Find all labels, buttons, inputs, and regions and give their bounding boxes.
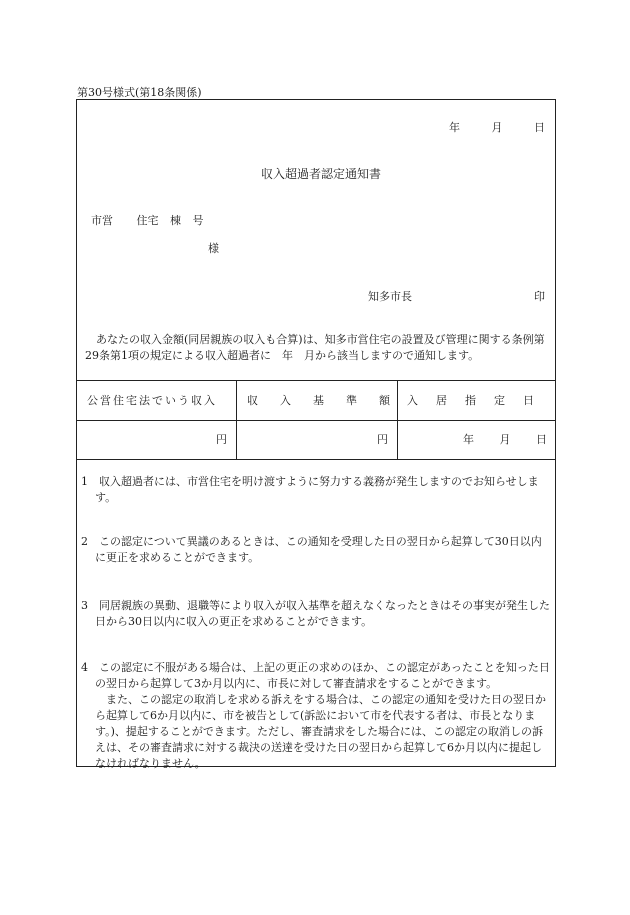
note-3-text: 同居親族の異動、退職等により収入が収入基準を超えなくなったときはその事実が発生した日から30日以内に収入の更正を求めることができます。 [95, 599, 550, 628]
notice-body-text: あなたの収入金額(同居親族の収入も合算)は、知多市営住宅の設置及び管理に関する条例第29条第1項の規定による収入超過者に 年 月から該当しますので通知します。 [85, 333, 545, 362]
header-move-in-date [407, 392, 552, 408]
header-income [87, 392, 229, 408]
date-month: 月 [491, 121, 503, 134]
notice-form [76, 99, 556, 770]
date-day: 日 [534, 121, 545, 134]
table-top-border [77, 380, 555, 381]
cell-standard-yen: 円 [377, 433, 388, 446]
cell-income-yen: 円 [216, 433, 227, 446]
note-4-text-2: また、この認定の取消しを求める訴えをする場合は、この認定の通知を受けた日の翌日から起算して6か月以内に、市を被告として(訴訟において市を代表する者は、市長となります。)、提起することができます。ただし、審査請求をした場合には、この認定の取消しの訴えは、その審査請求に対する裁決の送達を受けた日の翌日から起算して6か月以内に提起しなければなりません。 [95, 693, 546, 770]
date-year: 年 [449, 121, 460, 134]
note-4 [81, 660, 551, 772]
address-line [91, 212, 204, 228]
note-1-number: 1 [81, 475, 88, 488]
table-col-divider-1 [236, 380, 237, 459]
table-col-divider-2 [397, 380, 398, 459]
note-2-number: 2 [81, 535, 88, 548]
header-income-label: 公営住宅法でいう収入 [87, 394, 217, 407]
form-number-label: 第30号様式(第18条関係) [77, 86, 202, 99]
recipient-honorific: 様 [208, 242, 219, 255]
address-city-housing: 市営 [91, 214, 113, 227]
note-2 [81, 534, 551, 566]
note-2-text: この認定について異議のあるときは、この通知を受理した日の翌日から起算して30日以内に更正を求めることができます。 [95, 535, 542, 564]
issuer-name: 知多市長 [368, 290, 412, 303]
seal-mark: 印 [534, 290, 545, 303]
table-row-divider [77, 420, 555, 421]
note-3 [81, 598, 551, 630]
document-title: 収入超過者認定通知書 [261, 167, 382, 181]
date-line [449, 119, 545, 135]
note-4-text: この認定に不服がある場合は、上記の更正の求めのほか、この認定があったことを知った日の翌日から起算して3か月以内に、市長に対して審査請求をすることができます。 [95, 661, 550, 690]
cell-date [463, 431, 547, 447]
header-move-in-date-label: 入居指定日 [407, 394, 552, 407]
cell-date-day: 日 [536, 433, 547, 446]
address-number: 号 [192, 214, 204, 227]
note-4-number: 4 [81, 661, 88, 674]
cell-date-month: 月 [499, 433, 511, 446]
note-1-text: 収入超過者には、市営住宅を明け渡すように努力する義務が発生しますのでお知らせします。 [95, 475, 539, 504]
note-1 [81, 474, 551, 506]
cell-date-year: 年 [463, 433, 474, 446]
address-building: 棟 [170, 214, 181, 227]
note-3-number: 3 [81, 599, 88, 612]
table-bottom-border [77, 459, 555, 460]
header-income-standard-label: 収入基準額 [247, 394, 412, 407]
header-income-standard [247, 392, 412, 408]
address-housing: 住宅 [136, 214, 159, 227]
